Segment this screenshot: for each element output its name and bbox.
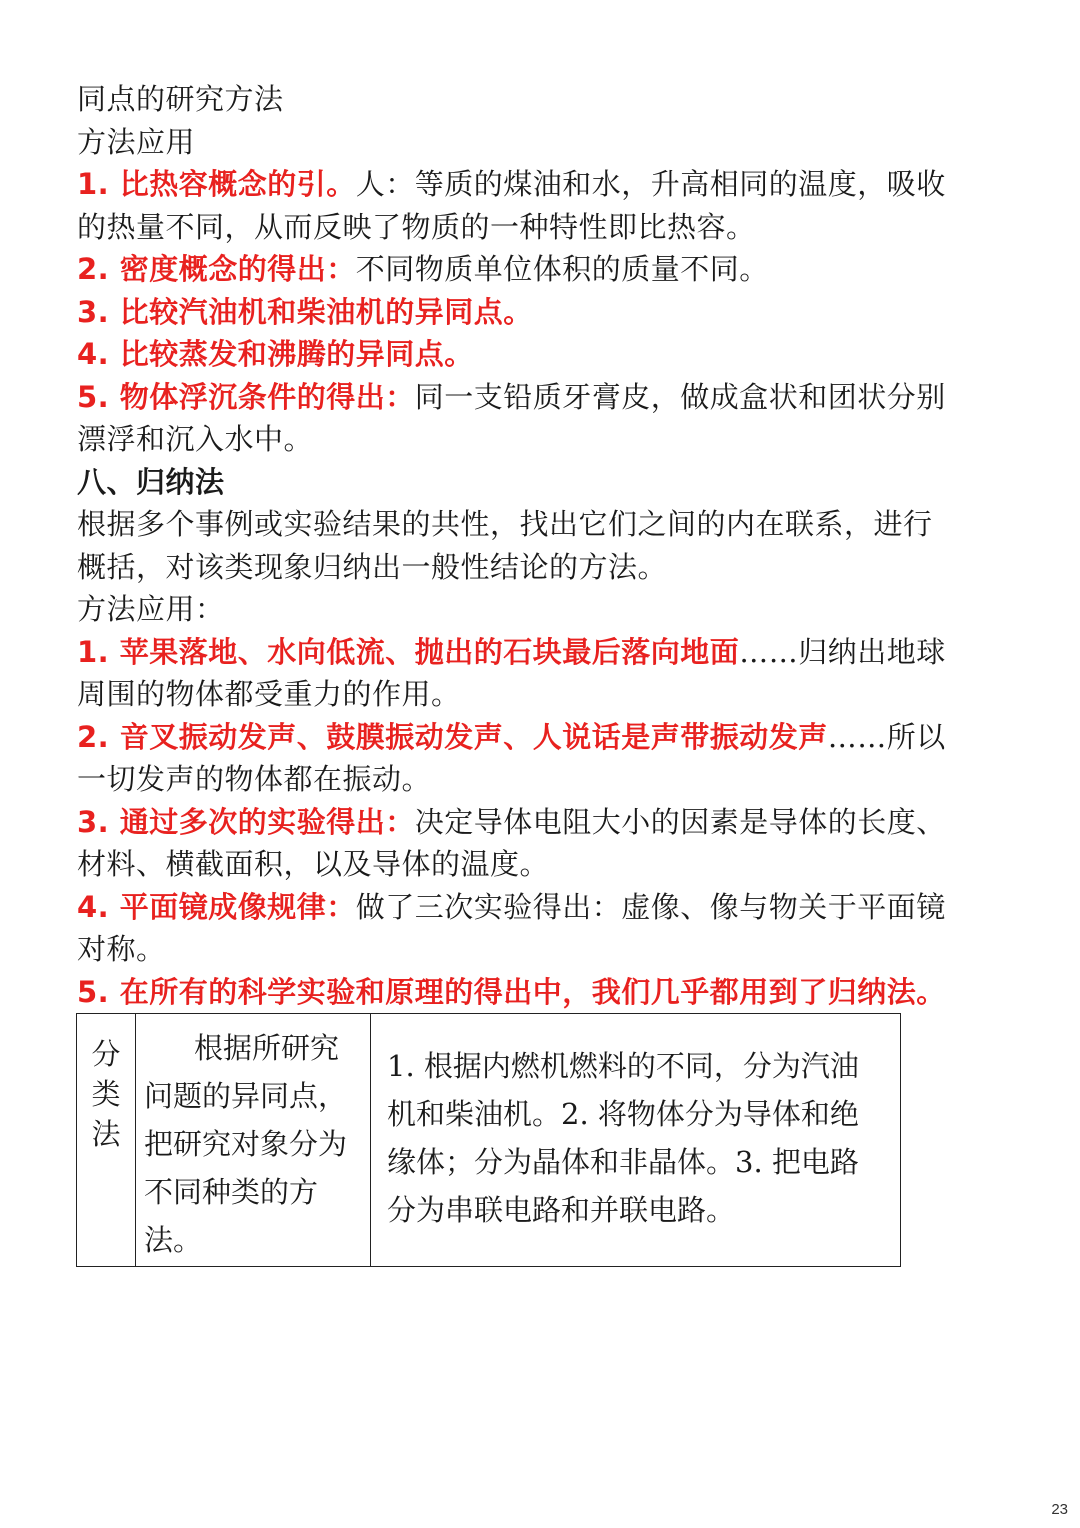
highlight-line: 4. 比较蒸发和沸腾的异同点。 xyxy=(77,337,474,371)
text-line: 一切发声的物体都在振动。 xyxy=(77,762,432,796)
method-description: 根据所研究问题的异同点，把研究对象分为不同种类的方法。 xyxy=(144,1031,348,1257)
highlight-heading: 4. 平面镜成像规律： xyxy=(77,889,356,924)
method-examples-cell xyxy=(371,1014,901,1267)
text-line: 同点的研究方法 xyxy=(77,82,284,116)
table-row xyxy=(77,1014,901,1267)
section-heading: 八、归纳法 xyxy=(77,464,225,499)
text-line: 周围的物体都受重力的作用。 xyxy=(77,677,461,711)
text-line xyxy=(77,376,1007,419)
method-name: 分类法 xyxy=(91,1037,121,1151)
method-table xyxy=(76,1013,901,1267)
body-text: 不同物质单位体积的质量不同。 xyxy=(355,252,769,286)
text-line: 漂浮和沉入水中。 xyxy=(77,422,314,456)
text-line xyxy=(77,631,1007,674)
text-line: 材料、横截面积，以及导体的温度。 xyxy=(77,847,550,881)
text-line xyxy=(77,886,1007,929)
text-line xyxy=(77,716,1007,759)
body-text: 人：等质的煤油和水，升高相同的温度，吸收 xyxy=(355,167,946,201)
text-line xyxy=(77,801,1007,844)
highlight-heading: 1. 比热容概念的引。 xyxy=(77,167,356,201)
body-text: 做了三次实验得出：虚像、像与物关于平面镜 xyxy=(355,889,946,924)
highlight-heading: 3. 通过多次的实验得出： xyxy=(77,804,415,839)
text-line: 方法应用： xyxy=(77,592,225,626)
document-body xyxy=(77,78,1007,1013)
text-line: 根据多个事例或实验结果的共性，找出它们之间的内在联系，进行 xyxy=(77,507,933,541)
method-name-cell xyxy=(77,1014,136,1267)
text-line xyxy=(77,163,1007,206)
method-examples: 1. 根据内燃机燃料的不同，分为汽油机和柴油机。2. 将物体分为导体和绝缘体；分为晶体和非晶体。3. 把电路分为串联电路和并联电路。 xyxy=(387,1049,859,1227)
page-number: 23 xyxy=(1051,1501,1068,1518)
body-text: 决定导体电阻大小的因素是导体的长度、 xyxy=(414,804,946,839)
body-text: ……所以 xyxy=(827,719,946,754)
highlight-line: 3. 比较汽油机和柴油机的异同点。 xyxy=(77,294,533,329)
highlight-heading: 1. 苹果落地、水向低流、抛出的石块最后落向地面 xyxy=(77,634,740,669)
highlight-heading: 2. 音叉振动发声、鼓膜振动发声、人说话是声带振动发声 xyxy=(77,719,828,754)
body-text: 同一支铅质牙膏皮，做成盒状和团状分别 xyxy=(414,379,946,414)
text-line xyxy=(77,248,1007,291)
body-text: ……归纳出地球 xyxy=(739,634,946,669)
method-description-cell xyxy=(136,1014,371,1267)
highlight-heading: 2. 密度概念的得出： xyxy=(77,252,356,286)
text-line: 概括，对该类现象归纳出一般性结论的方法。 xyxy=(77,549,668,584)
highlight-line: 5. 在所有的科学实验和原理的得出中，我们几乎都用到了归纳法。 xyxy=(77,974,946,1009)
text-line: 对称。 xyxy=(77,932,166,966)
text-line: 的热量不同，从而反映了物质的一种特性即比热容。 xyxy=(77,209,756,244)
text-line: 方法应用 xyxy=(77,124,196,159)
highlight-heading: 5. 物体浮沉条件的得出： xyxy=(77,379,415,414)
